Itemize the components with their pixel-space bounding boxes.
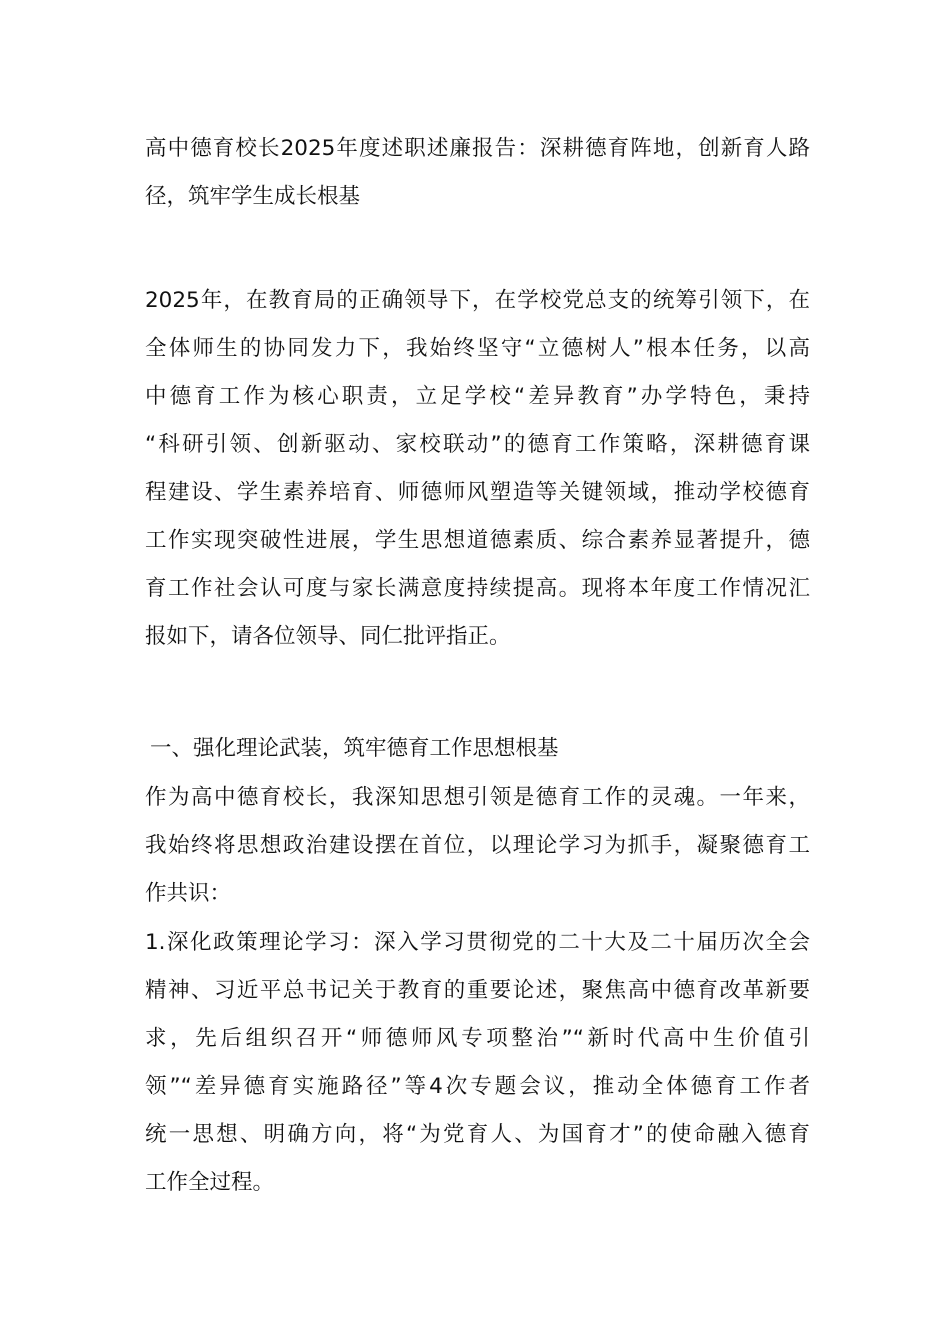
document-title <box>145 138 810 234</box>
title-line: 径，筑牢学生成长根基 <box>145 184 361 209</box>
section-heading-text: 一、强化理论武装，筑牢德育工作思想根基 <box>150 736 559 761</box>
intro-line: “科研引领、创新驱动、家校联动”的德育工作策略，深耕德育课 <box>145 432 810 457</box>
list-item-line: 工作全过程。 <box>145 1170 275 1195</box>
section-line: 作共识： <box>145 881 232 906</box>
intro-line: 育工作社会认可度与家长满意度持续提高。现将本年度工作情况汇 <box>145 576 810 601</box>
intro-line: 2025年，在教育局的正确领导下，在学校党总支的统筹引领下，在 <box>145 288 810 313</box>
intro-line: 报如下，请各位领导、同仁批评指正。 <box>145 624 511 649</box>
intro-line: 程建设、学生素养培育、师德师风塑造等关键领域，推动学校德育 <box>145 480 810 505</box>
intro-line: 中德育工作为核心职责，立足学校“差异教育”办学特色，秉持 <box>145 384 810 409</box>
list-item-line: 求，先后组织召开“师德师风专项整治”“新时代高中生价值引 <box>145 1026 810 1051</box>
list-item-line: 领”“差异德育实施路径”等4次专题会议，推动全体德育工作者 <box>145 1074 810 1099</box>
list-item <box>145 932 810 1220</box>
section-heading <box>150 738 815 762</box>
section-line: 作为高中德育校长，我深知思想引领是德育工作的灵魂。一年来， <box>145 785 810 810</box>
intro-paragraph <box>145 290 810 674</box>
section-line: 我始终将思想政治建设摆在首位，以理论学习为抓手，凝聚德育工 <box>145 833 810 858</box>
title-line: 高中德育校长2025年度述职述廉报告：深耕德育阵地，创新育人路 <box>145 136 810 161</box>
intro-line: 工作实现突破性进展，学生思想道德素质、综合素养显著提升，德 <box>145 528 810 553</box>
intro-line: 全体师生的协同发力下，我始终坚守“立德树人”根本任务，以高 <box>145 336 810 361</box>
list-item-line: 统一思想、明确方向，将“为党育人、为国育才”的使命融入德育 <box>145 1122 810 1147</box>
section-paragraph <box>145 787 810 931</box>
list-item-line: 1.深化政策理论学习：深入学习贯彻党的二十大及二十届历次全会 <box>145 930 810 955</box>
list-item-line: 精神、习近平总书记关于教育的重要论述，聚焦高中德育改革新要 <box>145 978 810 1003</box>
